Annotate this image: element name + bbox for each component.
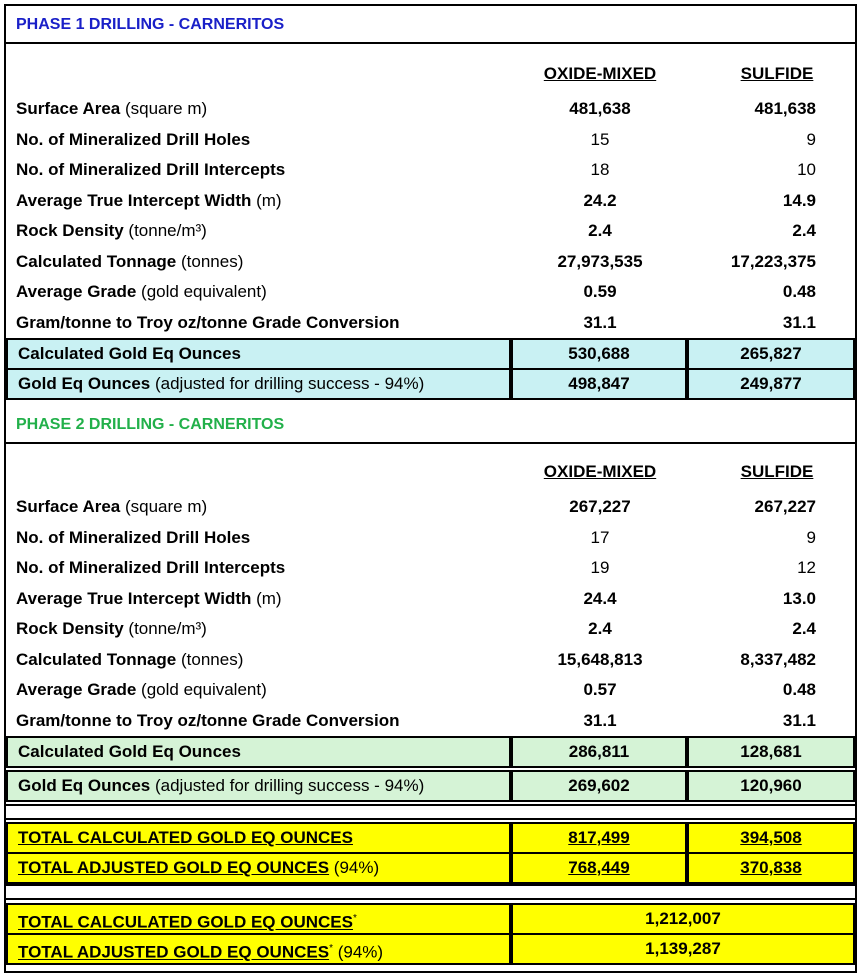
total-adjusted-oxide: 768,449: [511, 852, 687, 884]
row-label-text: Gram/tonne to Troy oz/tonne Grade Conversion: [16, 710, 400, 730]
oxide-value: 0.57: [583, 680, 617, 699]
row-label: [16, 155, 285, 185]
table-row: [6, 553, 855, 583]
table-row: [6, 186, 855, 216]
sulfide-value: 9: [806, 527, 816, 547]
row-label-unit: (tonnes): [176, 649, 244, 669]
sulfide-value: 31.1: [782, 312, 816, 332]
phase2-calculated-sulfide: 128,681: [687, 736, 855, 768]
phase1-calculated-oxide: 530,688: [511, 338, 687, 370]
sulfide-value: 0.48: [782, 282, 816, 301]
table-row: [6, 645, 855, 675]
row-label-text: No. of Mineralized Drill Intercepts: [16, 160, 286, 179]
row-label-text: Average Grade: [16, 282, 137, 301]
row-label: [16, 645, 243, 675]
sulfide-value: 13.0: [782, 588, 816, 608]
oxide-value: 31.1: [583, 710, 617, 730]
row-label-unit: (square m): [120, 99, 208, 118]
row-label: [16, 125, 250, 155]
total-calculated-sulfide: 394,508: [687, 822, 855, 854]
phase2-sulfide-header: SULFIDE: [740, 462, 814, 481]
row-label-unit: (tonne/m³): [123, 221, 207, 240]
table-row: [6, 277, 855, 307]
sulfide-value: 481,638: [754, 99, 816, 118]
total-adjusted-note: (94%): [329, 858, 380, 877]
phase2-adjusted-label: Gold Eq Ounces: [18, 776, 151, 795]
phase1-oxide-header: OXIDE-MIXED: [543, 64, 657, 83]
oxide-value: 18: [590, 160, 610, 179]
oxide-value: 17: [590, 527, 610, 547]
phase2-oxide-header: OXIDE-MIXED: [543, 462, 657, 481]
sulfide-value: 12: [797, 558, 816, 577]
row-label: [16, 492, 207, 522]
row-label: [16, 553, 285, 583]
phase1-adjusted-oxide: 498,847: [511, 368, 687, 400]
oxide-value: 267,227: [569, 497, 631, 516]
row-label: [16, 614, 207, 644]
oxide-value: 2.4: [588, 619, 612, 638]
phase1-calculated-label: Calculated Gold Eq Ounces: [18, 344, 241, 363]
sulfide-value: 267,227: [754, 497, 816, 516]
row-label-text: Rock Density: [16, 619, 124, 638]
phase1-adjusted-label: Gold Eq Ounces: [18, 374, 151, 393]
row-label-text: Gram/tonne to Troy oz/tonne Grade Conversion: [16, 312, 400, 332]
phase2-adjusted-note: (adjusted for drilling success - 94%): [150, 776, 425, 795]
grand-adjusted-note: (94%): [332, 942, 384, 962]
total-calculated-label: TOTAL CALCULATED GOLD EQ OUNCES: [18, 828, 353, 847]
row-label-text: No. of Mineralized Drill Holes: [16, 527, 251, 547]
row-label-text: Calculated Tonnage: [16, 649, 177, 669]
grand-calculated-asterisk: *: [352, 913, 357, 924]
total-calculated-oxide: 817,499: [511, 822, 687, 854]
row-label-unit: (gold equivalent): [136, 680, 267, 699]
sulfide-value: 8,337,482: [740, 649, 816, 669]
row-label-text: Average True Intercept Width: [16, 588, 252, 608]
row-label-unit: (tonnes): [176, 251, 244, 271]
phase1-sulfide-header: SULFIDE: [740, 64, 814, 83]
oxide-value: 0.59: [583, 282, 617, 301]
row-label-unit: (m): [251, 588, 282, 608]
table-row: [6, 125, 855, 155]
row-label-text: Average Grade: [16, 680, 137, 699]
row-label: [16, 584, 282, 614]
total-adjusted-label: TOTAL ADJUSTED GOLD EQ OUNCES: [18, 858, 330, 877]
table-row: [6, 308, 855, 338]
oxide-value: 24.2: [583, 190, 617, 210]
table-row: [6, 155, 855, 185]
row-label-unit: (gold equivalent): [136, 282, 267, 301]
grand-calculated-row: [6, 903, 855, 935]
row-label-text: Surface Area: [16, 99, 121, 118]
table-row: [6, 523, 855, 553]
phase1-calculated-row: [6, 338, 855, 370]
row-label: [16, 277, 267, 307]
phase2-adjusted-oxide: 269,602: [511, 770, 687, 802]
table-row: [6, 216, 855, 246]
oxide-value: 15,648,813: [557, 649, 643, 669]
resource-table: [4, 4, 857, 973]
phase2-title: PHASE 2 DRILLING - CARNERITOS: [6, 406, 855, 444]
sulfide-value: 2.4: [792, 221, 816, 240]
row-label: [16, 675, 267, 705]
sulfide-value: 2.4: [792, 619, 816, 638]
sulfide-value: 31.1: [782, 710, 816, 730]
sulfide-value: 10: [797, 160, 816, 179]
sulfide-value: 17,223,375: [730, 251, 816, 271]
row-label: [16, 308, 400, 338]
phase1-adjusted-note: (adjusted for drilling success - 94%): [150, 374, 425, 393]
phase2-calculated-oxide: 286,811: [511, 736, 687, 768]
oxide-value: 24.4: [583, 588, 617, 608]
phase2-adjusted-row: [6, 770, 855, 802]
table-row: [6, 614, 855, 644]
row-label: [16, 94, 207, 124]
oxide-value: 15: [590, 129, 610, 149]
oxide-value: 27,973,535: [557, 251, 643, 271]
phase1-adjusted-sulfide: 249,877: [687, 368, 855, 400]
table-row: [6, 94, 855, 124]
oxide-value: 19: [590, 558, 610, 577]
phase2-adjusted-sulfide: 120,960: [687, 770, 855, 802]
total-adjusted-row: [6, 852, 855, 884]
grand-calculated-label: TOTAL CALCULATED GOLD EQ OUNCES: [18, 912, 353, 932]
grand-adjusted-label: TOTAL ADJUSTED GOLD EQ OUNCES: [18, 942, 330, 962]
separator-2: [6, 884, 855, 900]
phase1-calculated-sulfide: 265,827: [687, 338, 855, 370]
row-label-unit: (m): [251, 190, 282, 210]
row-label-text: Average True Intercept Width: [16, 190, 252, 210]
row-label: [16, 523, 250, 553]
table-row: [6, 584, 855, 614]
total-calculated-row: [6, 822, 855, 854]
separator-1: [6, 804, 855, 820]
phase1-title: PHASE 1 DRILLING - CARNERITOS: [6, 6, 855, 44]
table-row: [6, 675, 855, 705]
row-label-unit: (tonne/m³): [123, 619, 207, 638]
grand-adjusted-row: [6, 933, 855, 965]
row-label-text: Rock Density: [16, 221, 124, 240]
sulfide-value: 0.48: [782, 680, 816, 699]
row-label-text: Calculated Tonnage: [16, 251, 177, 271]
row-label-text: No. of Mineralized Drill Intercepts: [16, 558, 286, 577]
row-label: [16, 247, 243, 277]
oxide-value: 2.4: [588, 221, 612, 240]
row-label: [16, 186, 282, 216]
row-label-unit: (square m): [120, 497, 208, 516]
oxide-value: 481,638: [569, 99, 631, 118]
grand-adjusted-value: 1,139,287: [511, 933, 855, 965]
row-label: [16, 706, 400, 736]
row-label-text: Surface Area: [16, 497, 121, 516]
row-label: [16, 216, 207, 246]
total-adjusted-sulfide: 370,838: [687, 852, 855, 884]
phase1-adjusted-row: [6, 368, 855, 400]
grand-adjusted-asterisk: *: [329, 943, 333, 954]
table-row: [6, 706, 855, 736]
table-row: [6, 247, 855, 277]
sulfide-value: 14.9: [782, 190, 816, 210]
grand-calculated-value: 1,212,007: [511, 903, 855, 935]
sulfide-value: 9: [806, 129, 816, 149]
oxide-value: 31.1: [583, 312, 617, 332]
row-label-text: No. of Mineralized Drill Holes: [16, 129, 251, 149]
phase2-calculated-label: Calculated Gold Eq Ounces: [18, 742, 241, 761]
table-row: [6, 492, 855, 522]
phase2-calculated-row: [6, 736, 855, 768]
